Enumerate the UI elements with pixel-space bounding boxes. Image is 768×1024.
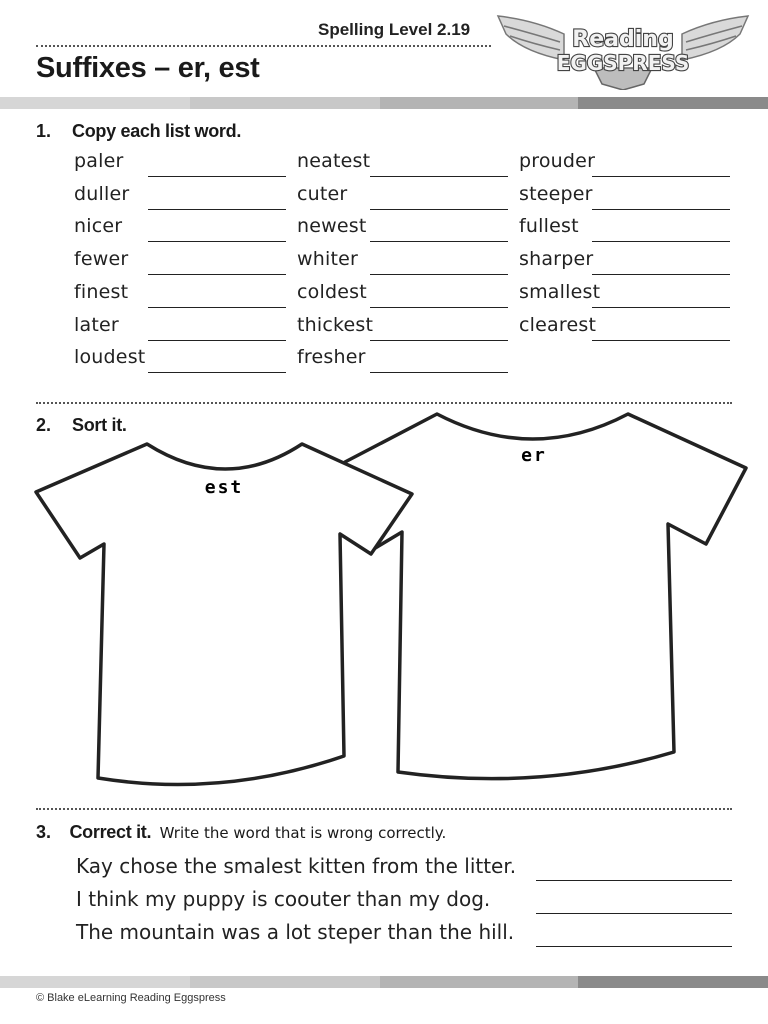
sentence-1: Kay chose the smalest kitten from the litter. (76, 854, 517, 878)
copy-line[interactable] (592, 307, 730, 308)
section-divider-2 (36, 808, 732, 810)
copy-line[interactable] (148, 241, 286, 242)
question-3-prompt: Correct it. (69, 822, 152, 842)
list-word: paler (74, 150, 124, 172)
page-title: Suffixes – er, est (36, 52, 260, 84)
copy-line[interactable] (370, 241, 508, 242)
copy-line[interactable] (148, 340, 286, 341)
copy-line[interactable] (148, 372, 286, 373)
logo-text-reading: Reading (572, 27, 674, 52)
list-word: duller (74, 182, 130, 205)
list-word: cuter (297, 182, 348, 205)
sort-shirts (0, 400, 768, 800)
copy-line[interactable] (370, 274, 508, 275)
copy-line[interactable] (148, 274, 286, 275)
list-word: clearest (519, 313, 597, 336)
question-1-number: 1. (36, 121, 52, 141)
list-word: thickest (297, 313, 374, 336)
question-2-prompt: Sort it. (72, 415, 127, 435)
copy-line[interactable] (148, 176, 286, 177)
copy-line[interactable] (370, 340, 508, 341)
list-word: nicer (74, 215, 123, 238)
list-word: sharper (519, 248, 594, 271)
question-3-instruction: Write the word that is wrong correctly. (159, 824, 447, 842)
sentence-3: The mountain was a lot steper than the hill. (76, 920, 515, 944)
list-word: finest (74, 280, 129, 303)
list-word: loudest (74, 346, 146, 369)
copy-line[interactable] (370, 176, 508, 177)
copy-line[interactable] (148, 307, 286, 308)
list-word: prouder (519, 150, 596, 172)
question-2-number: 2. (36, 415, 52, 435)
logo-text-eggspress: EGGSPRESS (556, 51, 690, 75)
list-word: smallest (519, 280, 601, 303)
list-word: later (74, 313, 119, 336)
list-word: fresher (297, 346, 366, 369)
list-word: neatest (297, 150, 371, 172)
copy-line[interactable] (592, 340, 730, 341)
copy-line[interactable] (148, 209, 286, 210)
question-3-number: 3. (36, 822, 52, 842)
copy-line[interactable] (370, 307, 508, 308)
answer-line-1[interactable] (536, 880, 732, 881)
list-word: fullest (519, 215, 579, 238)
shirt-er-label: er (521, 445, 547, 466)
list-word: coldest (297, 280, 367, 303)
copy-line[interactable] (592, 176, 730, 177)
header-band (0, 97, 768, 109)
list-word: steeper (519, 182, 593, 205)
list-word: newest (297, 215, 367, 238)
copyright: © Blake eLearning Reading Eggspress (36, 992, 226, 1004)
copy-line[interactable] (370, 372, 508, 373)
list-word: whiter (297, 248, 359, 271)
answer-line-3[interactable] (536, 946, 732, 947)
footer-band (0, 976, 768, 988)
header-divider (36, 45, 491, 47)
shirt-er[interactable] (345, 414, 746, 779)
level-label: Spelling Level 2.19 (318, 20, 471, 39)
copy-line[interactable] (592, 241, 730, 242)
sentence-2: I think my puppy is coouter than my dog. (76, 887, 491, 911)
shirt-est-label: est (204, 477, 244, 498)
answer-line-2[interactable] (536, 913, 732, 914)
copy-line[interactable] (592, 274, 730, 275)
copy-line[interactable] (370, 209, 508, 210)
list-word: fewer (74, 248, 129, 271)
reading-eggspress-logo (494, 12, 752, 90)
question-1-prompt: Copy each list word. (72, 121, 242, 141)
copy-line[interactable] (592, 209, 730, 210)
